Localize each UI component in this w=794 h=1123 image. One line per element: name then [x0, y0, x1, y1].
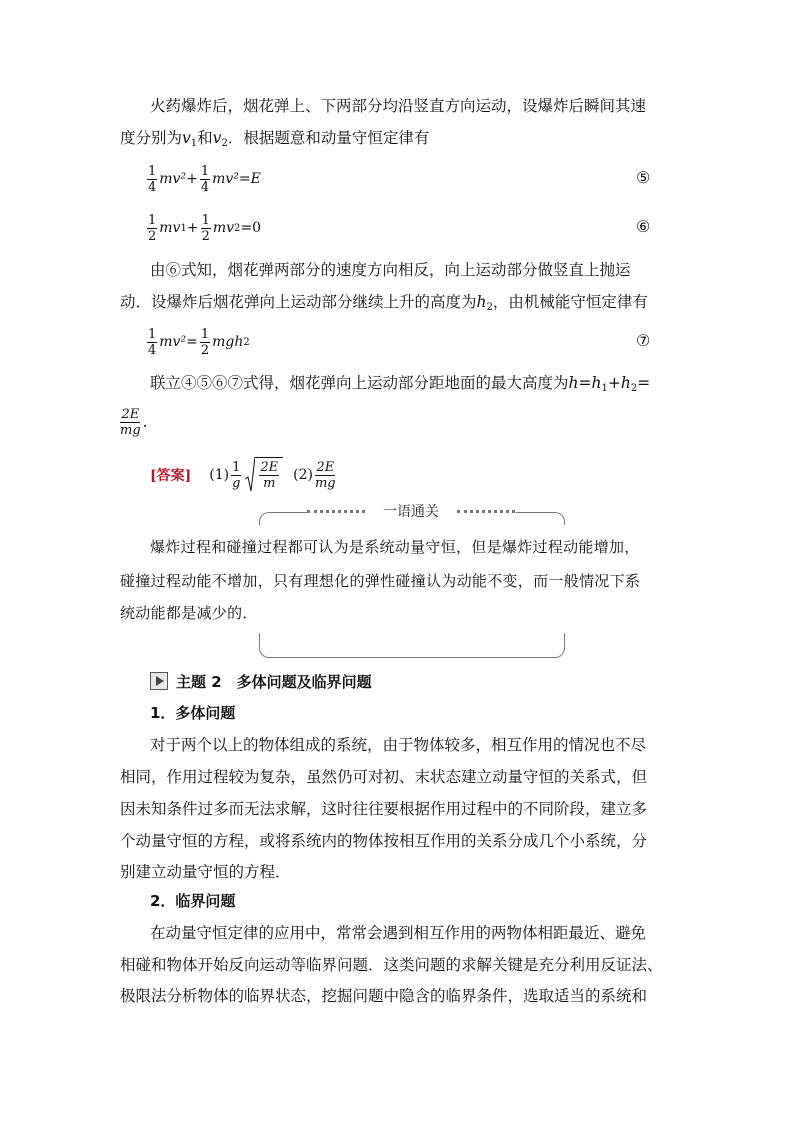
- sqrt-symbol: $\frac{2E}{m}$: [245, 457, 283, 493]
- section-1-line: 相同，作用过程较为复杂，虽然仍可对初、末状态建立动量守恒的关系式，但: [120, 768, 648, 786]
- para2-line-2: 动．设爆炸后烟花弹向上运动部分继续上升的高度为$h_2$，由机械能守恒定律有: [120, 293, 648, 313]
- section-2-heading: 2．临界问题: [150, 892, 236, 910]
- summary-line-1: 爆炸过程和碰撞过程都可认为是系统动量守恒，但是爆炸过程动能增加，: [150, 538, 640, 556]
- equation-6-marker: ⑥: [636, 217, 651, 236]
- section-2-line: 极限法分析物体的临界状态，挖掘问题中隐含的临界条件，选取适当的系统和: [120, 987, 648, 1005]
- answer-label: [答案]: [150, 468, 192, 484]
- equation-7: $\frac{1}{4}$ mv²= $\frac{1}{2}$ mgh 2: [148, 326, 250, 358]
- equation-5-marker: ⑤: [636, 168, 651, 187]
- summary-line-3: 统动能都是减少的．: [120, 604, 258, 622]
- play-triangle-icon: [150, 672, 168, 690]
- summary-box-title: 一语通关: [383, 504, 439, 520]
- section-1-line: 别建立动量守恒的方程．: [120, 863, 291, 881]
- para2-line-1: 由⑥式知，烟花弹两部分的速度方向相反，向上运动部分做竖直上抛运: [150, 261, 631, 279]
- section-2-line: 相碰和物体开始反向运动等临界问题．这类问题的求解关键是充分利用反证法、: [120, 956, 663, 974]
- equation-6: $\frac{1}{2}$ mv 1 + $\frac{1}{2}$ mv 2 =0: [148, 212, 262, 244]
- section-1-line: 对于两个以上的物体组成的系统，由于物体较多，相互作用的情况也不尽: [150, 736, 647, 754]
- para3-result: $\frac{2E}{mg}$ .: [120, 406, 148, 438]
- summary-line-2: 碰撞过程动能不增加，只有理想化的弹性碰撞认为动能不变，而一般情况下系: [120, 572, 641, 590]
- answer-line: [答案] (1) $\frac{1}{g}$ $\frac{2E}{m}$ (2) $\frac{2E}{mg}$: [150, 452, 338, 498]
- section-1-line: 因未知条件过多而无法求解，这时往往要根据作用过程中的不同阶段，建立多: [120, 800, 648, 818]
- equation-7-marker: ⑦: [636, 331, 651, 350]
- equation-5: $\frac{1}{4}$ mv²+ $\frac{1}{4}$ mv²=E: [148, 163, 261, 195]
- section-1-line: 个动量守恒的方程，或将系统内的物体按相互作用的关系分成几个小系统，分: [120, 832, 648, 850]
- intro-line-1: 火药爆炸后，烟花弹上、下两部分均沿竖直方向运动，设爆炸后瞬间其速: [150, 97, 647, 115]
- topic-heading: 主题 2 多体问题及临界问题: [150, 669, 372, 693]
- para3-line-1: 联立④⑤⑥⑦式得，烟花弹向上运动部分距地面的最大高度为$h=h_1+h_2=$: [150, 374, 651, 394]
- intro-line-2: 度分别为$v_1$和$v_2$．根据题意和动量守恒定律有: [120, 129, 430, 149]
- section-2-line: 在动量守恒定律的应用中，常常会遇到相互作用的两物体相距最近、避免: [150, 924, 647, 942]
- section-1-heading: 1．多体问题: [150, 704, 236, 722]
